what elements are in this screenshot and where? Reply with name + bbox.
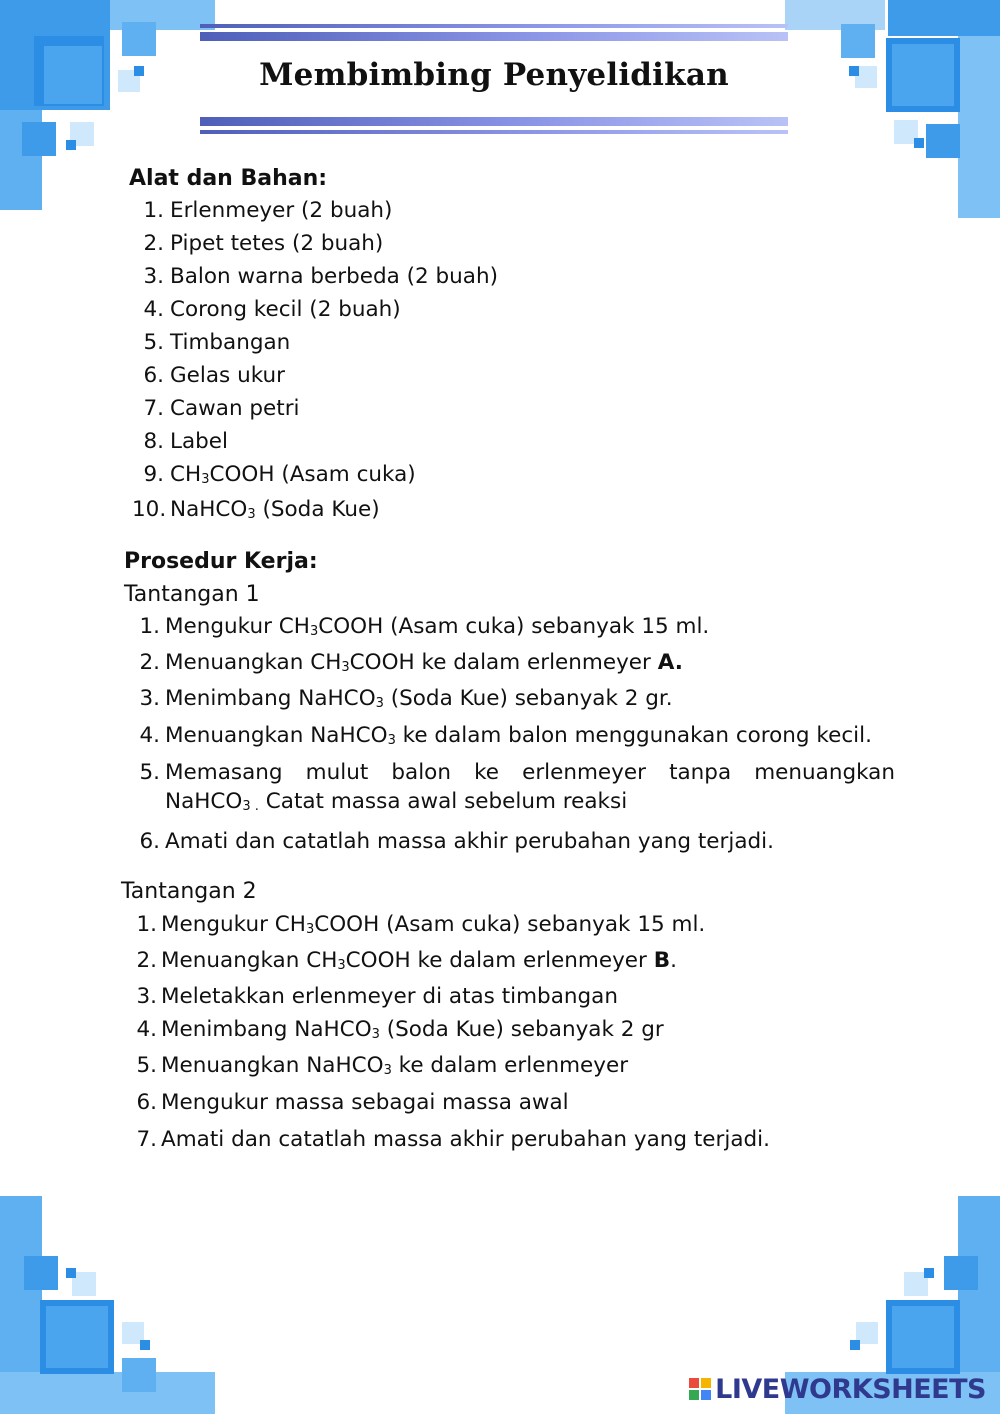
logo-text: LIVEWORKSHEETS (715, 1373, 986, 1405)
text-segment: Catat massa awal sebelum reaksi (258, 789, 628, 814)
list-number: 10. (132, 497, 167, 522)
liveworksheets-logo (689, 1374, 986, 1404)
text-segment: Erlenmeyer (2 buah) (170, 198, 393, 223)
text-segment: Corong kecil (2 buah) (170, 297, 401, 322)
list-number: 2. (139, 650, 160, 675)
list-item (125, 948, 825, 973)
list-number: 5. (136, 1053, 157, 1078)
subscript: 3 (201, 472, 210, 487)
subscript: 3 . (242, 799, 259, 814)
alat-bahan-heading: Alat dan Bahan: (129, 166, 328, 191)
title-bar-bottom-thin (200, 130, 788, 134)
text-segment: Menuangkan NaHCO (165, 723, 388, 748)
list-item-text (170, 462, 732, 487)
text-segment: Balon warna berbeda (2 buah) (170, 264, 498, 289)
subscript: 3 (387, 733, 396, 748)
subscript: 3 (309, 624, 319, 639)
list-item-text (161, 1127, 825, 1152)
list-number: 6. (136, 1090, 157, 1115)
subscript: 3 (375, 696, 384, 711)
list-item (132, 363, 732, 388)
list-item (132, 429, 732, 454)
list-item (128, 760, 895, 814)
subscript: 3 (247, 507, 256, 522)
list-number: 1. (143, 198, 164, 223)
list-item (125, 1053, 825, 1078)
list-item-text (165, 760, 895, 814)
list-number: 7. (143, 396, 164, 421)
title-bar-top-thin (200, 24, 788, 28)
list-number: 3. (143, 264, 164, 289)
list-item (132, 264, 732, 289)
list-number: 1. (136, 912, 157, 937)
list-number: 7. (136, 1127, 157, 1152)
list-number: 5. (139, 760, 160, 785)
list-item (132, 396, 732, 421)
list-item (125, 1090, 825, 1115)
list-item-text (170, 231, 732, 256)
list-item-text (170, 297, 732, 322)
list-number: 4. (143, 297, 164, 322)
list-item (132, 231, 732, 256)
text-segment: Meletakkan erlenmeyer di atas timbangan (161, 984, 618, 1009)
text-segment: COOH (Asam cuka) (209, 462, 416, 487)
list-item-text (170, 363, 732, 388)
text-segment: Menuangkan CH (161, 948, 338, 973)
list-item (125, 1127, 825, 1152)
list-item (132, 462, 732, 487)
list-item (132, 297, 732, 322)
text-segment: (Soda Kue) sebanyak 2 gr (379, 1017, 664, 1042)
text-segment: COOH (Asam cuka) sebanyak 15 ml. (314, 912, 706, 937)
text-segment: Menuangkan NaHCO (161, 1053, 384, 1078)
list-item-line (165, 789, 895, 814)
list-item-line: Memasang mulut balon ke erlenmeyer tanpa menuangkan (165, 760, 895, 785)
title-bar-bottom-thick (200, 117, 788, 126)
list-number: 9. (143, 462, 164, 487)
list-item-text (161, 912, 825, 937)
text-segment: Gelas ukur (170, 363, 285, 388)
list-item-text (165, 829, 895, 854)
text-segment: Menuangkan CH (165, 650, 342, 675)
list-number: 8. (143, 429, 164, 454)
text-segment: NaHCO (165, 789, 243, 814)
text-segment: ke dalam balon menggunakan corong kecil. (395, 723, 872, 748)
corner-decoration-bottom-left (0, 1194, 215, 1414)
list-number: 1. (139, 614, 160, 639)
list-item-text (161, 948, 825, 973)
title-banner (200, 24, 788, 138)
list-number: 5. (143, 330, 164, 355)
text-segment: COOH ke dalam erlenmeyer (345, 948, 654, 973)
text-segment: Amati dan catatlah massa akhir perubahan yang terjadi. (165, 829, 774, 854)
text-segment: COOH (Asam cuka) sebanyak 15 ml. (318, 614, 710, 639)
list-item-text (165, 614, 895, 639)
tantangan-2-label: Tantangan 2 (121, 879, 257, 904)
list-number: 4. (136, 1017, 157, 1042)
list-item-text (170, 264, 732, 289)
list-item (128, 686, 895, 711)
subscript: 3 (371, 1027, 380, 1042)
list-item (125, 1017, 825, 1042)
list-item-text (161, 1017, 825, 1042)
list-number: 4. (139, 723, 160, 748)
text-segment: Timbangan (170, 330, 291, 355)
list-item (132, 198, 732, 223)
list-item (128, 650, 895, 675)
corner-decoration-top-right (785, 0, 1000, 220)
list-number: 6. (139, 829, 160, 854)
list-number: 3. (136, 984, 157, 1009)
list-item-text (165, 723, 895, 748)
text-segment: CH (170, 462, 202, 487)
text-segment: ke dalam erlenmeyer (391, 1053, 629, 1078)
text-segment: Mengukur CH (165, 614, 310, 639)
text-segment: (Soda Kue) (255, 497, 380, 522)
title-bar-top-thick (200, 32, 788, 41)
list-number: 6. (143, 363, 164, 388)
list-item-text (170, 396, 732, 421)
list-item (132, 497, 732, 522)
subscript: 3 (341, 660, 350, 675)
bold-label: B (653, 948, 671, 973)
subscript: 3 (337, 958, 346, 973)
text-segment: . (670, 948, 677, 973)
text-segment: Menimbang NaHCO (161, 1017, 372, 1042)
list-number: 3. (139, 686, 160, 711)
text-segment: (Soda Kue) sebanyak 2 gr. (383, 686, 673, 711)
list-item-text (170, 198, 732, 223)
text-segment: NaHCO (170, 497, 248, 522)
prosedur-heading: Prosedur Kerja: (124, 549, 318, 574)
list-item (128, 723, 895, 748)
list-item (128, 614, 895, 639)
list-item-text (165, 650, 895, 675)
list-item (128, 829, 895, 854)
tantangan-1-label: Tantangan 1 (124, 582, 260, 607)
list-item-text (161, 1090, 825, 1115)
list-item-text (170, 429, 732, 454)
bold-label: A. (657, 650, 683, 675)
list-item-text (161, 1053, 825, 1078)
text-segment: Label (170, 429, 229, 454)
list-item-text (165, 686, 895, 711)
list-item-text (170, 497, 732, 522)
subscript: 3 (383, 1063, 392, 1078)
list-item (132, 330, 732, 355)
list-item-text (161, 984, 825, 1009)
text-segment: Amati dan catatlah massa akhir perubahan yang terjadi. (161, 1127, 770, 1152)
text-segment: Pipet tetes (2 buah) (170, 231, 384, 256)
text-segment: Mengukur massa sebagai massa awal (161, 1090, 569, 1115)
liveworksheets-logo-icon (689, 1378, 711, 1400)
list-item (125, 912, 825, 937)
list-item-text (170, 330, 732, 355)
text-segment: Mengukur CH (161, 912, 306, 937)
list-number: 2. (136, 948, 157, 973)
page-title: Membimbing Penyelidikan (259, 57, 729, 93)
text-segment: Cawan petri (170, 396, 300, 421)
subscript: 3 (305, 922, 315, 937)
text-segment: COOH ke dalam erlenmeyer (349, 650, 658, 675)
list-item (125, 984, 825, 1009)
text-segment: Menimbang NaHCO (165, 686, 376, 711)
list-number: 2. (143, 231, 164, 256)
